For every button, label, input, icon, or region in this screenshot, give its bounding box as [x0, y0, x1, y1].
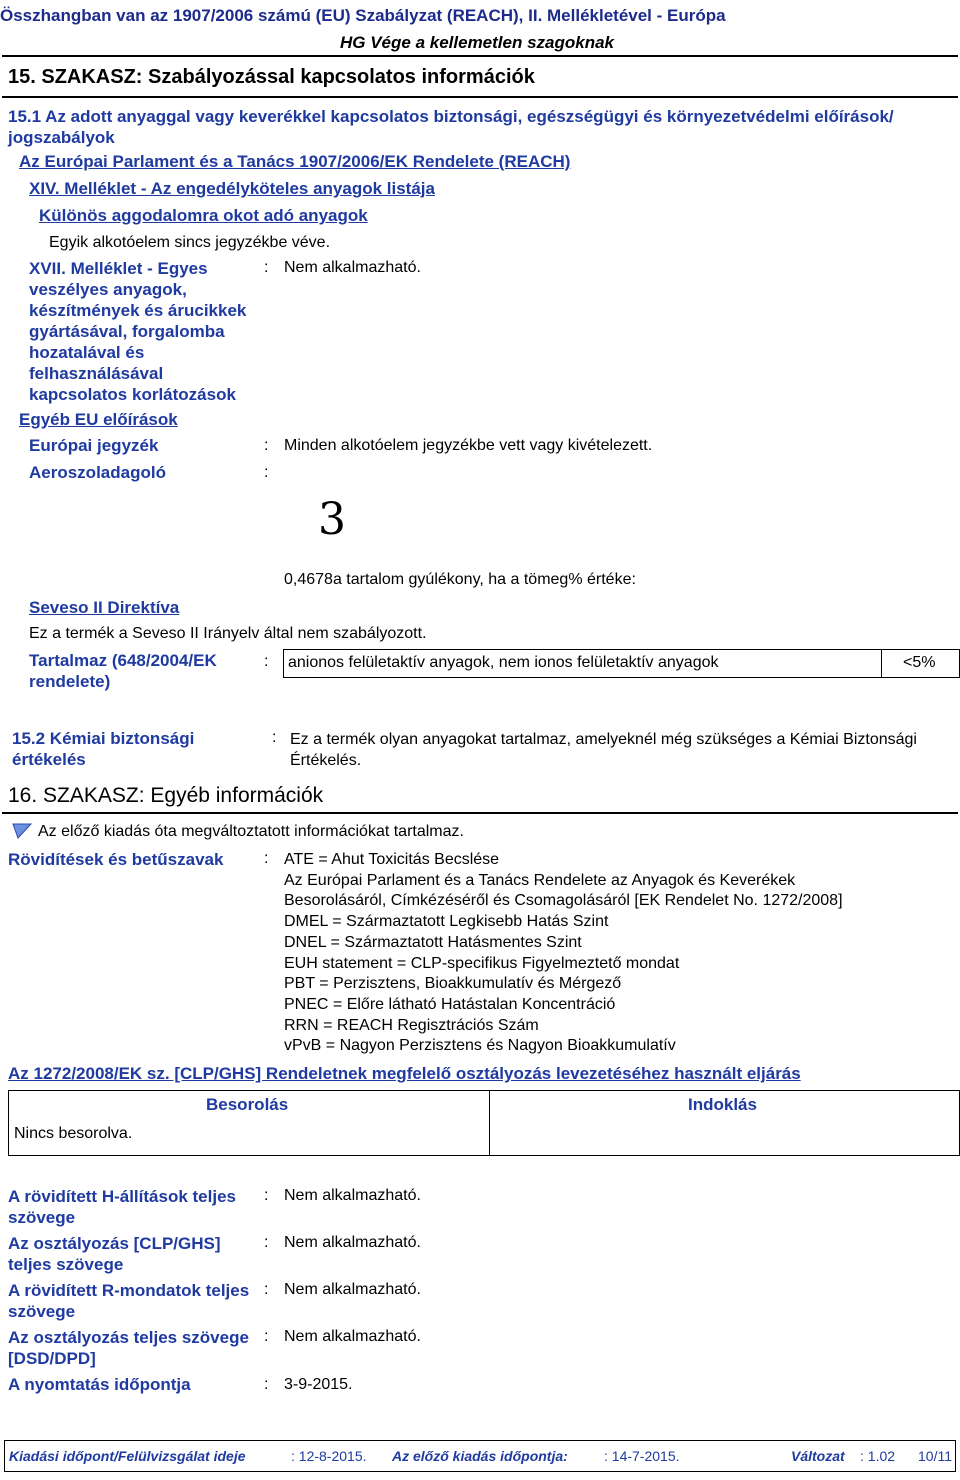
abbreviation-line: RRN = REACH Regisztrációs Szám [284, 1016, 539, 1034]
annex-14-title: XIV. Melléklet - Az engedélyköteles anyagok listája [29, 179, 435, 198]
dsd-value: Nem alkalmazható. [284, 1328, 421, 1345]
contains-percentage: <5% [903, 654, 936, 671]
clp-class-value: Nem alkalmazható. [284, 1234, 421, 1251]
reach-title: Az Európai Parlament és a Tanács 1907/2006/EK Rendelete (REACH) [19, 152, 571, 171]
product-name: HG Vége a kellemetlen szagoknak [340, 33, 615, 52]
annex-17-label: XVII. Melléklet - Egyes veszélyes anyagok, készítmények és árucikkek gyártásával, forgalomba hozatalával és felhasználásával kapcsolatos korlátozások [29, 259, 247, 404]
contains-value: anionos felületaktív anyagok, nem ionos felületaktív anyagok [288, 654, 719, 671]
svhc-title: Különös aggodalomra okot adó anyagok [39, 206, 368, 225]
annex-17-value: Nem alkalmazható. [284, 259, 421, 276]
seveso-text: Ez a termék a Seveso II Irányelv által nem szabályozott. [29, 625, 427, 642]
european-inventory-value: Minden alkotóelem jegyzékbe vett vagy kivételezett. [284, 437, 653, 454]
previous-issue-label: Az előző kiadás időpontja: [392, 1448, 568, 1464]
section-15-rule [2, 96, 958, 98]
aerosol-category-number: 3 [318, 494, 346, 545]
header-rule [2, 55, 958, 57]
abbreviations-list [284, 850, 843, 1057]
dsd-colon: : [264, 1328, 269, 1345]
abbreviations-colon: : [264, 850, 269, 867]
page-number: 10/11 [918, 1448, 952, 1464]
contains-label: Tartalmaz (648/2004/EK rendelete) [29, 651, 217, 691]
aerosol-colon: : [264, 464, 269, 481]
previous-issue-value: : 14-7-2015. [604, 1448, 680, 1464]
change-marker-icon [12, 823, 32, 839]
contains-colon: : [264, 653, 269, 670]
h-statements-value: Nem alkalmazható. [284, 1187, 421, 1204]
section-15-2-value: Ez a termék olyan anyagokat tartalmaz, amelyeknél még szükséges a Kémiai Biztonsági Értékelés. [290, 731, 917, 769]
abbreviation-line: vPvB = Nagyon Perzisztens és Nagyon Bioakkumulatív [284, 1037, 676, 1055]
european-inventory-label: Európai jegyzék [29, 436, 159, 455]
r-phrases-colon: : [264, 1281, 269, 1298]
abbreviation-line: PNEC = Előre látható Hatástalan Koncentráció [284, 995, 616, 1013]
section-15-title: 15. SZAKASZ: Szabályozással kapcsolatos információk [8, 66, 535, 88]
dsd-label: Az osztályozás teljes szövege [DSD/DPD] [8, 1328, 249, 1368]
print-date-value: 3-9-2015. [284, 1376, 353, 1393]
annex-17-colon: : [264, 259, 269, 276]
version-label: Változat [791, 1448, 845, 1464]
classification-column-header: Besorolás [206, 1095, 289, 1114]
aerosol-label: Aeroszoladagoló [29, 463, 166, 482]
version-value: : 1.02 [860, 1448, 896, 1464]
issue-date-value: : 12-8-2015. [291, 1448, 367, 1464]
clp-class-colon: : [264, 1234, 269, 1251]
r-phrases-label: A rövidített R-mondatok teljes szövege [8, 1281, 250, 1321]
classification-table-divider [489, 1090, 490, 1156]
section-15-1-title: 15.1 Az adott anyaggal vagy keverékkel kapcsolatos biztonsági, egészségügyi és környezetvédelmi előírások/ jogszabályok [8, 107, 894, 147]
classification-table [8, 1090, 960, 1156]
abbreviation-line: ATE = Ahut Toxicitás Becslése [284, 851, 500, 868]
section-15-2-label: 15.2 Kémiai biztonsági értékelés [12, 729, 195, 769]
print-date-label: A nyomtatás időpontja [8, 1375, 191, 1394]
section-16-title: 16. SZAKASZ: Egyéb információk [8, 784, 324, 807]
abbreviation-line: EUH statement = CLP-specifikus Figyelmeztető mondat [284, 954, 680, 972]
clp-procedure-title: Az 1272/2008/EK sz. [CLP/GHS] Rendeletnek megfelelő osztályozás levezetéséhez használt eljárás [8, 1064, 801, 1083]
contains-table-divider [881, 649, 882, 678]
reason-column-header: Indoklás [688, 1095, 757, 1114]
classification-value: Nincs besorolva. [14, 1125, 133, 1142]
abbreviation-line: Az Európai Parlament és a Tanács Rendelete az Anyagok és Keverékek [284, 871, 796, 889]
svhc-text: Egyik alkotóelem sincs jegyzékbe véve. [49, 234, 331, 251]
european-inventory-colon: : [264, 437, 269, 454]
section-15-2-colon: : [272, 729, 277, 746]
abbreviations-label: Rövidítések és betűszavak [8, 850, 224, 869]
regulation-header: Összhangban van az 1907/2006 számú (EU) Szabályzat (REACH), II. Mellékletével - Európa [0, 6, 726, 25]
h-statements-colon: : [264, 1187, 269, 1204]
abbreviation-line: DMEL = Származtatott Legkisebb Hatás Szint [284, 913, 609, 931]
section-16-rule [2, 812, 958, 814]
abbreviation-line: PBT = Perzisztens, Bioakkumulatív és Mérgező [284, 975, 622, 993]
aerosol-note: 0,4678a tartalom gyúlékony, ha a tömeg% értéke: [284, 571, 636, 588]
seveso-title: Seveso II Direktíva [29, 598, 180, 617]
abbreviation-line: DNEL = Származtatott Hatásmentes Szint [284, 933, 582, 951]
clp-class-label: Az osztályozás [CLP/GHS] teljes szövege [8, 1234, 221, 1274]
issue-date-label: Kiadási időpont/Felülvizsgálat ideje [9, 1448, 246, 1464]
change-note: Az előző kiadás óta megváltoztatott információkat tartalmaz. [38, 823, 464, 840]
other-eu-title: Egyéb EU előírások [19, 410, 178, 429]
print-date-colon: : [264, 1376, 269, 1393]
abbreviation-line: Besorolásáról, Címkézéséről és Csomagolásáról [EK Rendelet No. 1272/2008] [284, 892, 843, 910]
r-phrases-value: Nem alkalmazható. [284, 1281, 421, 1298]
h-statements-label: A rövidített H-állítások teljes szövege [8, 1187, 236, 1227]
